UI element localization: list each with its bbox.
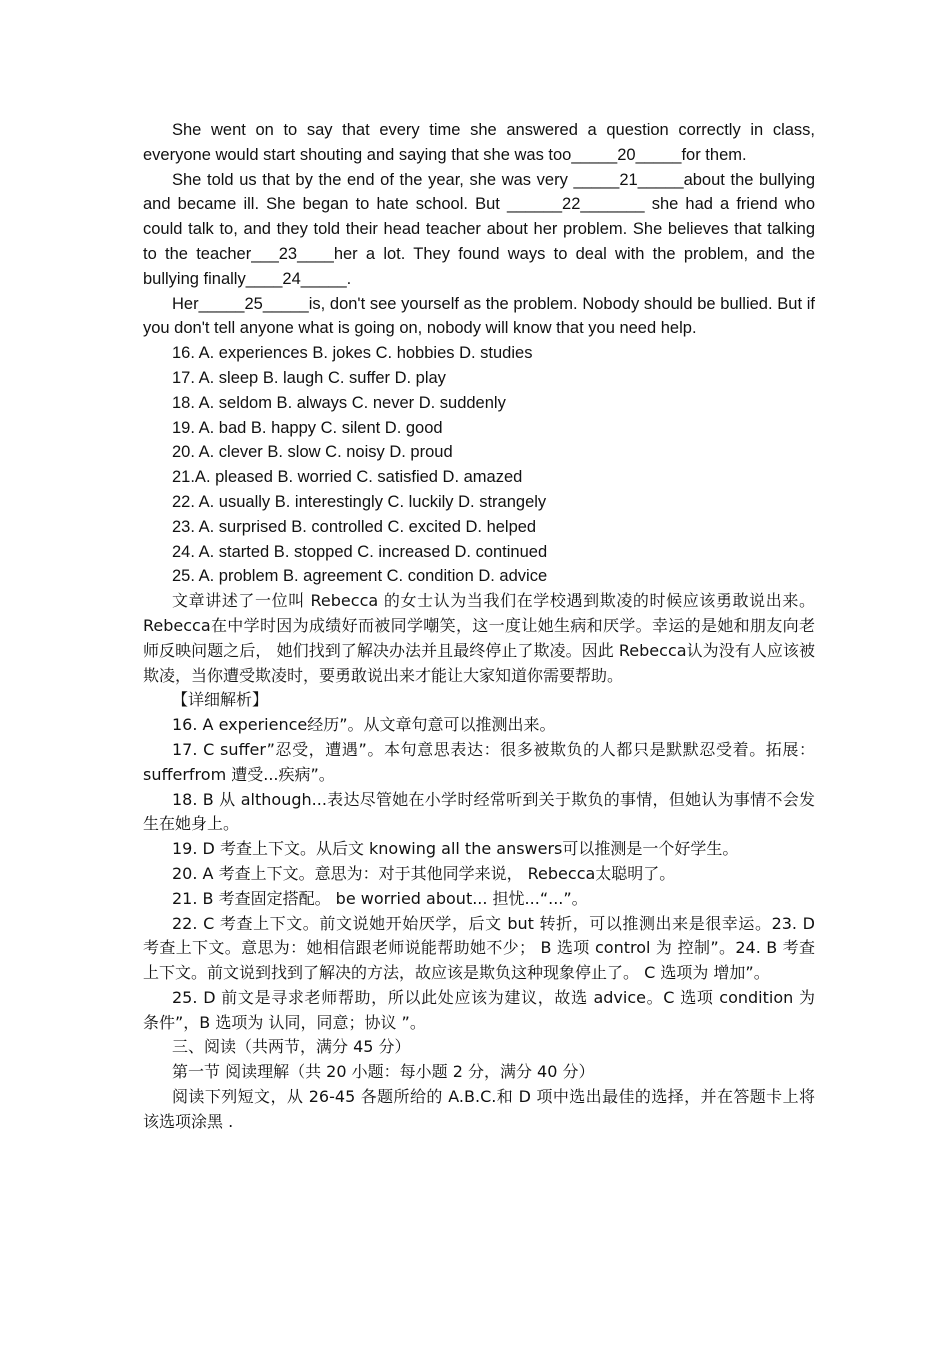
question-options: 21.A. pleased B. worried C. satisfied D. amazed [172,468,523,487]
question-options: 18. A. seldom B. always C. never D. suddenly [172,393,506,412]
question-options: 16. A. experiences B. jokes C. hobbies D. studies [172,344,533,363]
subsection-heading: 第一节 阅读理解（共 20 小题：每小题 2 分，满分 40 分） [172,1062,595,1082]
analysis-item: 20. A 考查上下文。意思为：对于其他同学来说， Rebecca太聪明了。 [172,863,676,883]
question-options: 25. A. problem B. agreement C. condition D. advice [172,567,548,586]
passage-paragraph: She told us that by the end of the year, she was very _____21_____about the bullying and became ill. She began to hate school. But ______22_______ she had a friend who could talk to, and they told their head teacher about her problem. She believes that talking to the teacher___23____her a lot. They found ways to deal with the problem, and the bullying finally____24_____. [143,170,815,288]
analysis-item: 16. A experience经历”。从文章句意可以推测出来。 [172,715,556,735]
analysis-item: 25. D 前文是寻求老师帮助，所以此处应该为建议，故选 advice。C 选项 condition 为 条件”，B 选项为 认同，同意；协议 ”。 [143,987,815,1032]
question-options: 23. A. surprised B. controlled C. excited D. helped [172,517,537,536]
analysis-item: 18. B 从 although...表达尽管她在小学时经常听到关于欺负的事情，但她认为事情不会发生在她身上。 [143,789,815,834]
question-options: 17. A. sleep B. laugh C. suffer D. play [172,368,446,387]
question-options: 20. A. clever B. slow C. noisy D. proud [172,443,453,462]
reading-instructions: 阅读下列短文，从 26-45 各题所给的 A.B.C.和 D 项中选出最佳的选择，并在答题卡上将该选项涂黑 . [143,1087,815,1131]
analysis-item: 17. C suffer”忍受，遭遇”。本句意思表达：很多被欺负的人都只是默默忍受着。拓展： sufferfrom 遭受...疾病”。 [143,739,815,784]
question-options: 22. A. usually B. interestingly C. luckily D. strangely [172,492,547,511]
article-summary: 文章讲述了一位叫 Rebecca 的女士认为当我们在学校遇到欺凌的时候应该勇敢说出来。 Rebecca在中学时因为成绩好而被同学嘲笑，这一度让她生病和厌学。幸运的是她和朋友向老师反映问题之后， 她们找到了解决办法并且最终停止了欺凌。因此 Rebecca认为没有人应该被欺凌，当你遭受欺凌时，要勇敢说出来才能让大家知道你需要帮助。 [143,591,815,685]
analysis-item: 22. C 考查上下文。前文说她开始厌学，后文 but 转折，可以推测出来是很幸运。23. D 考查上下文。意思为：她相信跟老师说能帮助她不少； B 选项 control 为 控制”。24. B 考查上下文。前文说到找到了解决的方法，故应该是欺负这种现象停止了。 C 选项为 增加”。 [143,913,815,983]
question-options: 19. A. bad B. happy C. silent D. good [172,418,443,437]
analysis-item: 19. D 考查上下文。从后文 knowing all the answers可以推测是一个好学生。 [172,839,739,859]
analysis-item: 21. B 考查固定搭配。 be worried about... 担忧...“...”。 [172,888,588,908]
analysis-heading: 【详细解析】 [172,690,269,710]
document-page [143,118,815,1135]
section-heading: 三、阅读（共两节，满分 45 分） [172,1037,411,1057]
passage-paragraph: She went on to say that every time she answered a question correctly in class, everyone would start shouting and saying that she was too_____20_____for them. [143,121,815,164]
question-options: 24. A. started B. stopped C. increased D. continued [172,542,548,561]
passage-paragraph: Her_____25_____is, don't see yourself as the problem. Nobody should be bullied. But if you don't tell anyone what is going on, nobody will know that you need help. [143,294,815,338]
